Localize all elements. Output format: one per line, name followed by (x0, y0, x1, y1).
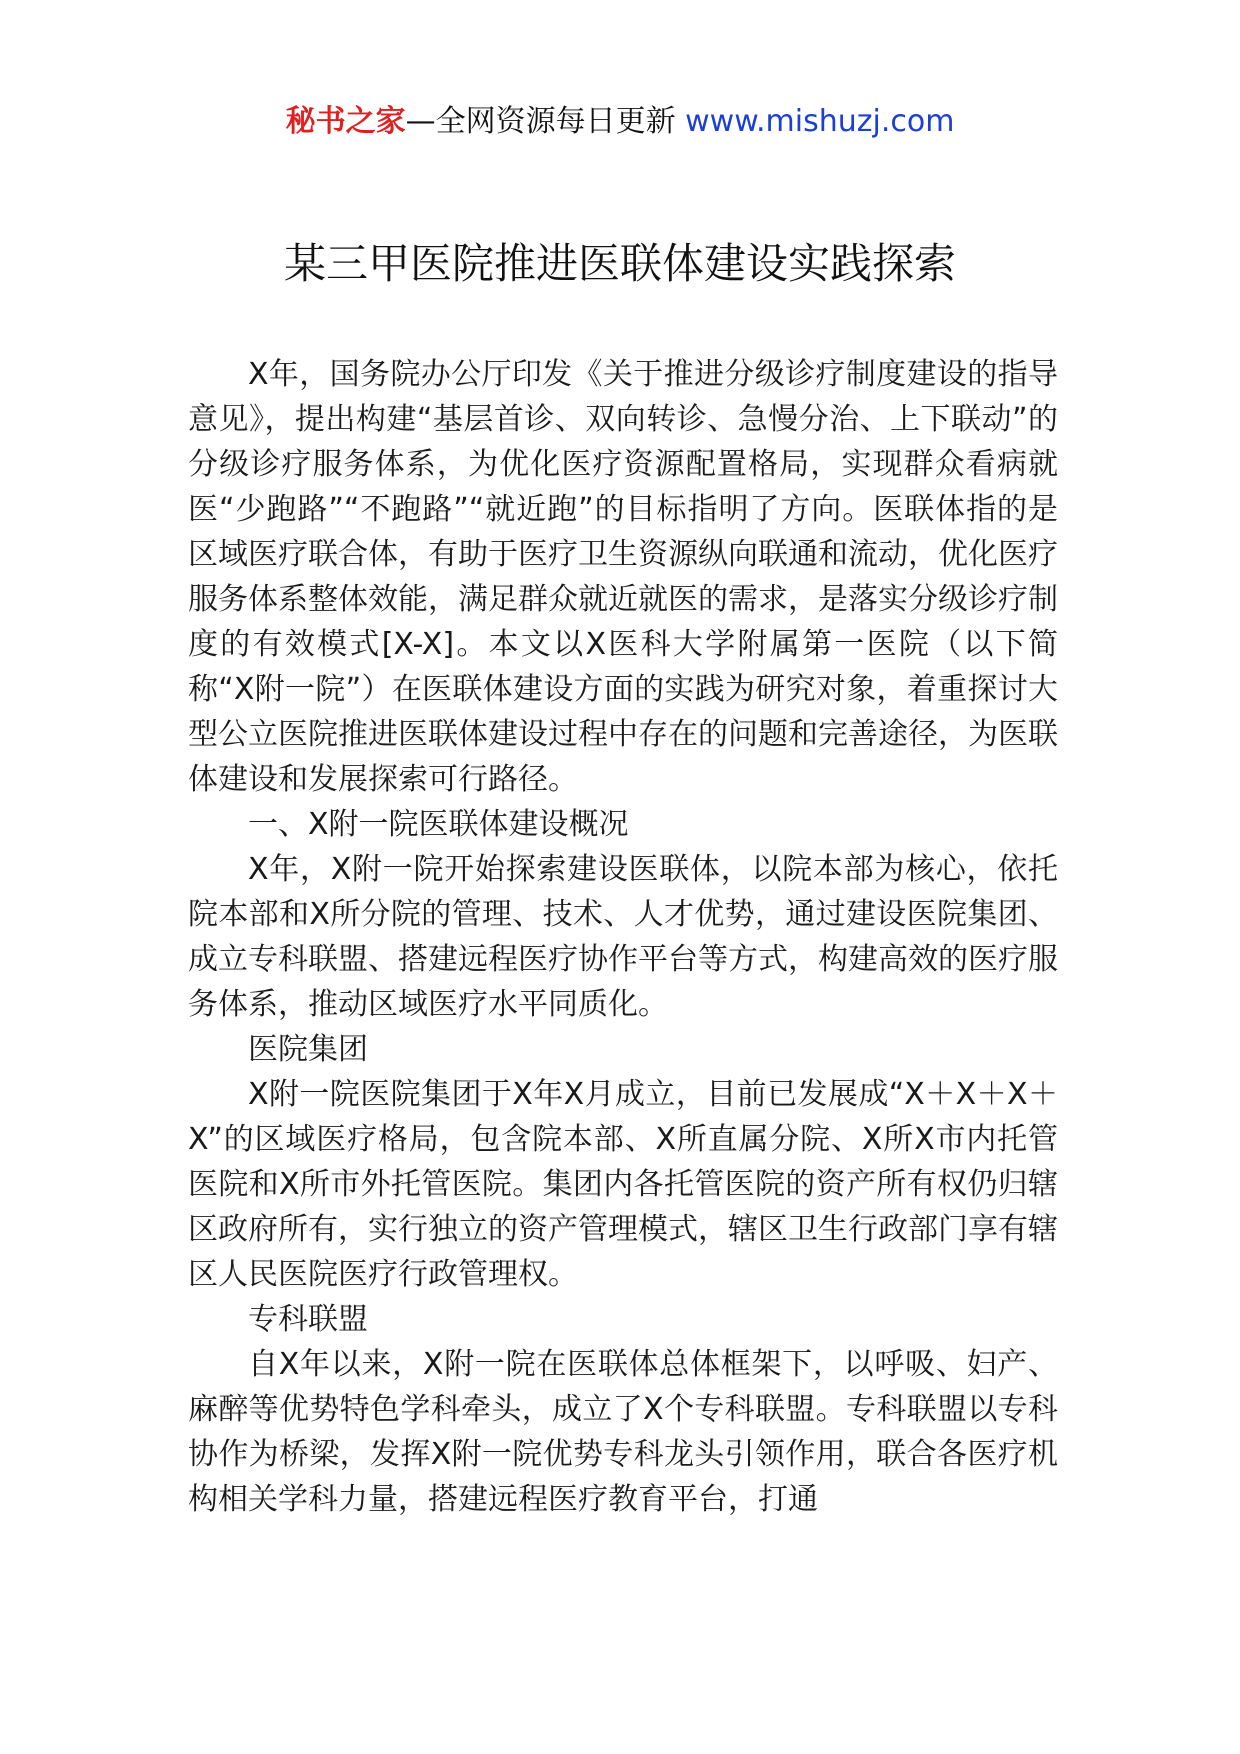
site-url-link[interactable]: www.mishuzj.com (685, 104, 955, 139)
paragraph-intro: X年，国务院办公厅印发《关于推进分级诊疗制度建设的指导意见》，提出构建“基层首诊、双向转诊、急慢分治、上下联动”的分级诊疗服务体系，为优化医疗资源配置格局，实现群众看病就医“少跑路”“不跑路”“就近跑”的目标指明了方向。医联体指的是区域医疗联合体，有助于医疗卫生资源纵向联通和流动，优化医疗服务体系整体效能，满足群众就近就医的需求，是落实分级诊疗制度的有效模式[X-X]。本文以X医科大学附属第一医院（以下简称“X附一院”）在医联体建设方面的实践为研究对象，着重探讨大型公立医院推进医联体建设过程中存在的问题和完善途径，为医联体建设和发展探索可行路径。 (188, 357, 1058, 797)
paragraph-specialty-alliance: 自X年以来，X附一院在医联体总体框架下，以呼吸、妇产、麻醉等优势特色学科牵头，成立了X个专科联盟。专科联盟以专科协作为桥梁，发挥X附一院优势专科龙头引领作用，联合各医疗机构相关学科力量，搭建远程医疗教育平台，打通 (188, 1347, 1058, 1517)
section-heading-overview: 一、X附一院医联体建设概况 (248, 807, 629, 842)
document-body (188, 352, 1058, 1522)
site-slogan: —全网资源每日更新 (405, 104, 686, 139)
document-title: 某三甲医院推进医联体建设实践探索 (283, 239, 956, 288)
paragraph-overview: X年，X附一院开始探索建设医联体，以院本部为核心，依托院本部和X所分院的管理、技术、人才优势，通过建设医院集团、成立专科联盟、搭建远程医疗协作平台等方式，构建高效的医疗服务体系，推动区域医疗水平同质化。 (188, 852, 1058, 1022)
subheading-specialty-alliance: 专科联盟 (248, 1302, 368, 1337)
site-brand: 秘书之家 (285, 104, 406, 139)
subheading-hospital-group: 医院集团 (248, 1032, 368, 1067)
paragraph-hospital-group: X附一院医院集团于X年X月成立，目前已发展成“X＋X＋X＋X”的区域医疗格局，包含院本部、X所直属分院、X所X市内托管医院和X所市外托管医院。集团内各托管医院的资产所有权仍归辖区政府所有，实行独立的资产管理模式，辖区卫生行政部门享有辖区人民医院医疗行政管理权。 (188, 1077, 1058, 1292)
site-header (0, 100, 1240, 144)
